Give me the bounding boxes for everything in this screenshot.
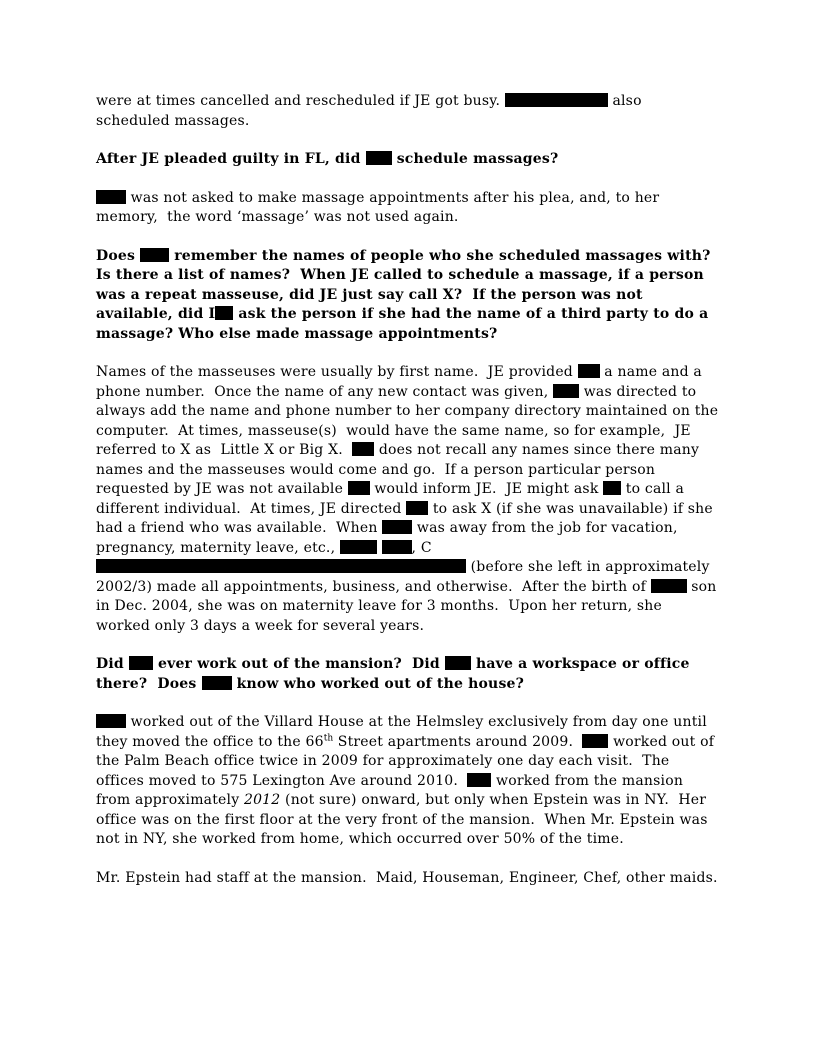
text-run: schedule massages? <box>391 151 559 167</box>
question-heading <box>96 655 720 694</box>
text-run: Did <box>96 656 129 672</box>
question-heading <box>96 247 720 345</box>
text-run: were at times cancelled and rescheduled if JE got busy. <box>96 93 505 109</box>
redaction-box <box>215 306 233 320</box>
redaction-box <box>553 384 579 398</box>
redaction-box <box>406 501 428 515</box>
paragraph <box>96 92 720 131</box>
redaction-box <box>96 559 466 573</box>
text-run: does not recall any names since there many names and the masseuses would come and go. If a person particular person requested by JE was not available <box>96 442 704 497</box>
text-run: have a workspace or office there? Does <box>96 656 695 692</box>
redaction-box <box>129 656 153 670</box>
text-run: worked out of the Palm Beach office twice in 2009 for approximately one day each visit. The offices moved to 575 Lexington Ave around 2010. <box>96 733 719 789</box>
text-run: Street apartments around 2009. <box>333 733 583 750</box>
text-run: was not asked to make massage appointments after his plea, and, to her memory, the word ‘massage’ was not used again. <box>96 189 664 225</box>
text-run: worked out of the Villard House at the Helmsley exclusively from day one until they moved the office to the 66 <box>96 714 712 750</box>
text-run: also scheduled massages. <box>96 93 647 129</box>
redaction-box <box>651 579 687 593</box>
text-run: know who worked out of the house? <box>231 675 525 692</box>
redaction-box <box>578 364 600 378</box>
text-run: Does <box>96 247 141 264</box>
text-run: to ask X (if she was unavailable) if she had a friend who was available. When <box>96 500 718 536</box>
redaction-box <box>505 93 608 107</box>
redaction-box <box>348 481 370 495</box>
redaction-box <box>352 442 374 456</box>
redaction-box <box>467 773 491 787</box>
text-run: a name and a phone number. Once the name of any new contact was given, <box>96 364 707 400</box>
text-run: remember the names of people who she scheduled massages with? Is there a list of names? When JE called to schedule a massage, if a person was a repeat masseuse, did JE just say call X? If the person was not available, did I <box>96 247 721 322</box>
redaction-box <box>382 540 412 554</box>
redaction-box <box>96 190 126 204</box>
paragraph <box>96 363 723 636</box>
paragraph <box>96 869 720 889</box>
paragraph <box>96 189 720 228</box>
redaction-box <box>202 676 232 690</box>
redaction-box <box>140 248 169 262</box>
text-run: would inform JE. JE might ask <box>369 481 604 497</box>
italic-text-run: 2012 <box>243 792 281 808</box>
redaction-box <box>382 520 412 534</box>
text-run: was away from the job for vacation, pregnancy, maternity leave, etc., <box>96 520 683 556</box>
text-run: son in Dec. 2004, she was on maternity leave for 3 months. Upon her return, she worked only 3 days a week for several years. <box>96 578 722 634</box>
text-run: Names of the masseuses were usually by first name. JE provided <box>96 364 578 380</box>
text-run: ever work out of the mansion? Did <box>152 656 445 672</box>
redaction-box <box>603 481 621 495</box>
superscript-text-run: th <box>323 732 334 743</box>
text-run: (not sure) onward, but only when Epstein was in NY. Her office was on the first floor at the very front of the mansion. When Mr. Epstein was not in NY, she worked from home, which occurred over 50% of the time. <box>96 792 713 847</box>
redaction-box <box>340 540 377 554</box>
redaction-box <box>582 734 608 748</box>
text-run: worked from the mansion from approximately <box>96 772 688 808</box>
text-run: was directed to always add the name and phone number to her company directory maintained on the computer. At times, masseuse(s) would have the same name, so for example, JE referred to X as Little X or Big X. <box>96 383 723 458</box>
text-run: , C <box>411 539 432 556</box>
text-run: (before she left in approximately 2002/3) made all appointments, business, and otherwise. After the birth of <box>96 559 715 595</box>
paragraph <box>96 713 720 850</box>
question-heading <box>96 150 720 170</box>
text-run: to call a different individual. At times, JE directed <box>96 481 689 517</box>
redaction-box <box>96 714 126 728</box>
redaction-box <box>366 151 392 165</box>
text-run: After JE pleaded guilty in FL, did <box>96 151 366 167</box>
text-run: ask the person if she had the name of a third party to do a massage? Who else made massage appointments? <box>96 306 714 342</box>
text-run: Mr. Epstein had staff at the mansion. Maid, Houseman, Engineer, Chef, other maids. <box>96 869 718 886</box>
redaction-box <box>445 656 471 670</box>
